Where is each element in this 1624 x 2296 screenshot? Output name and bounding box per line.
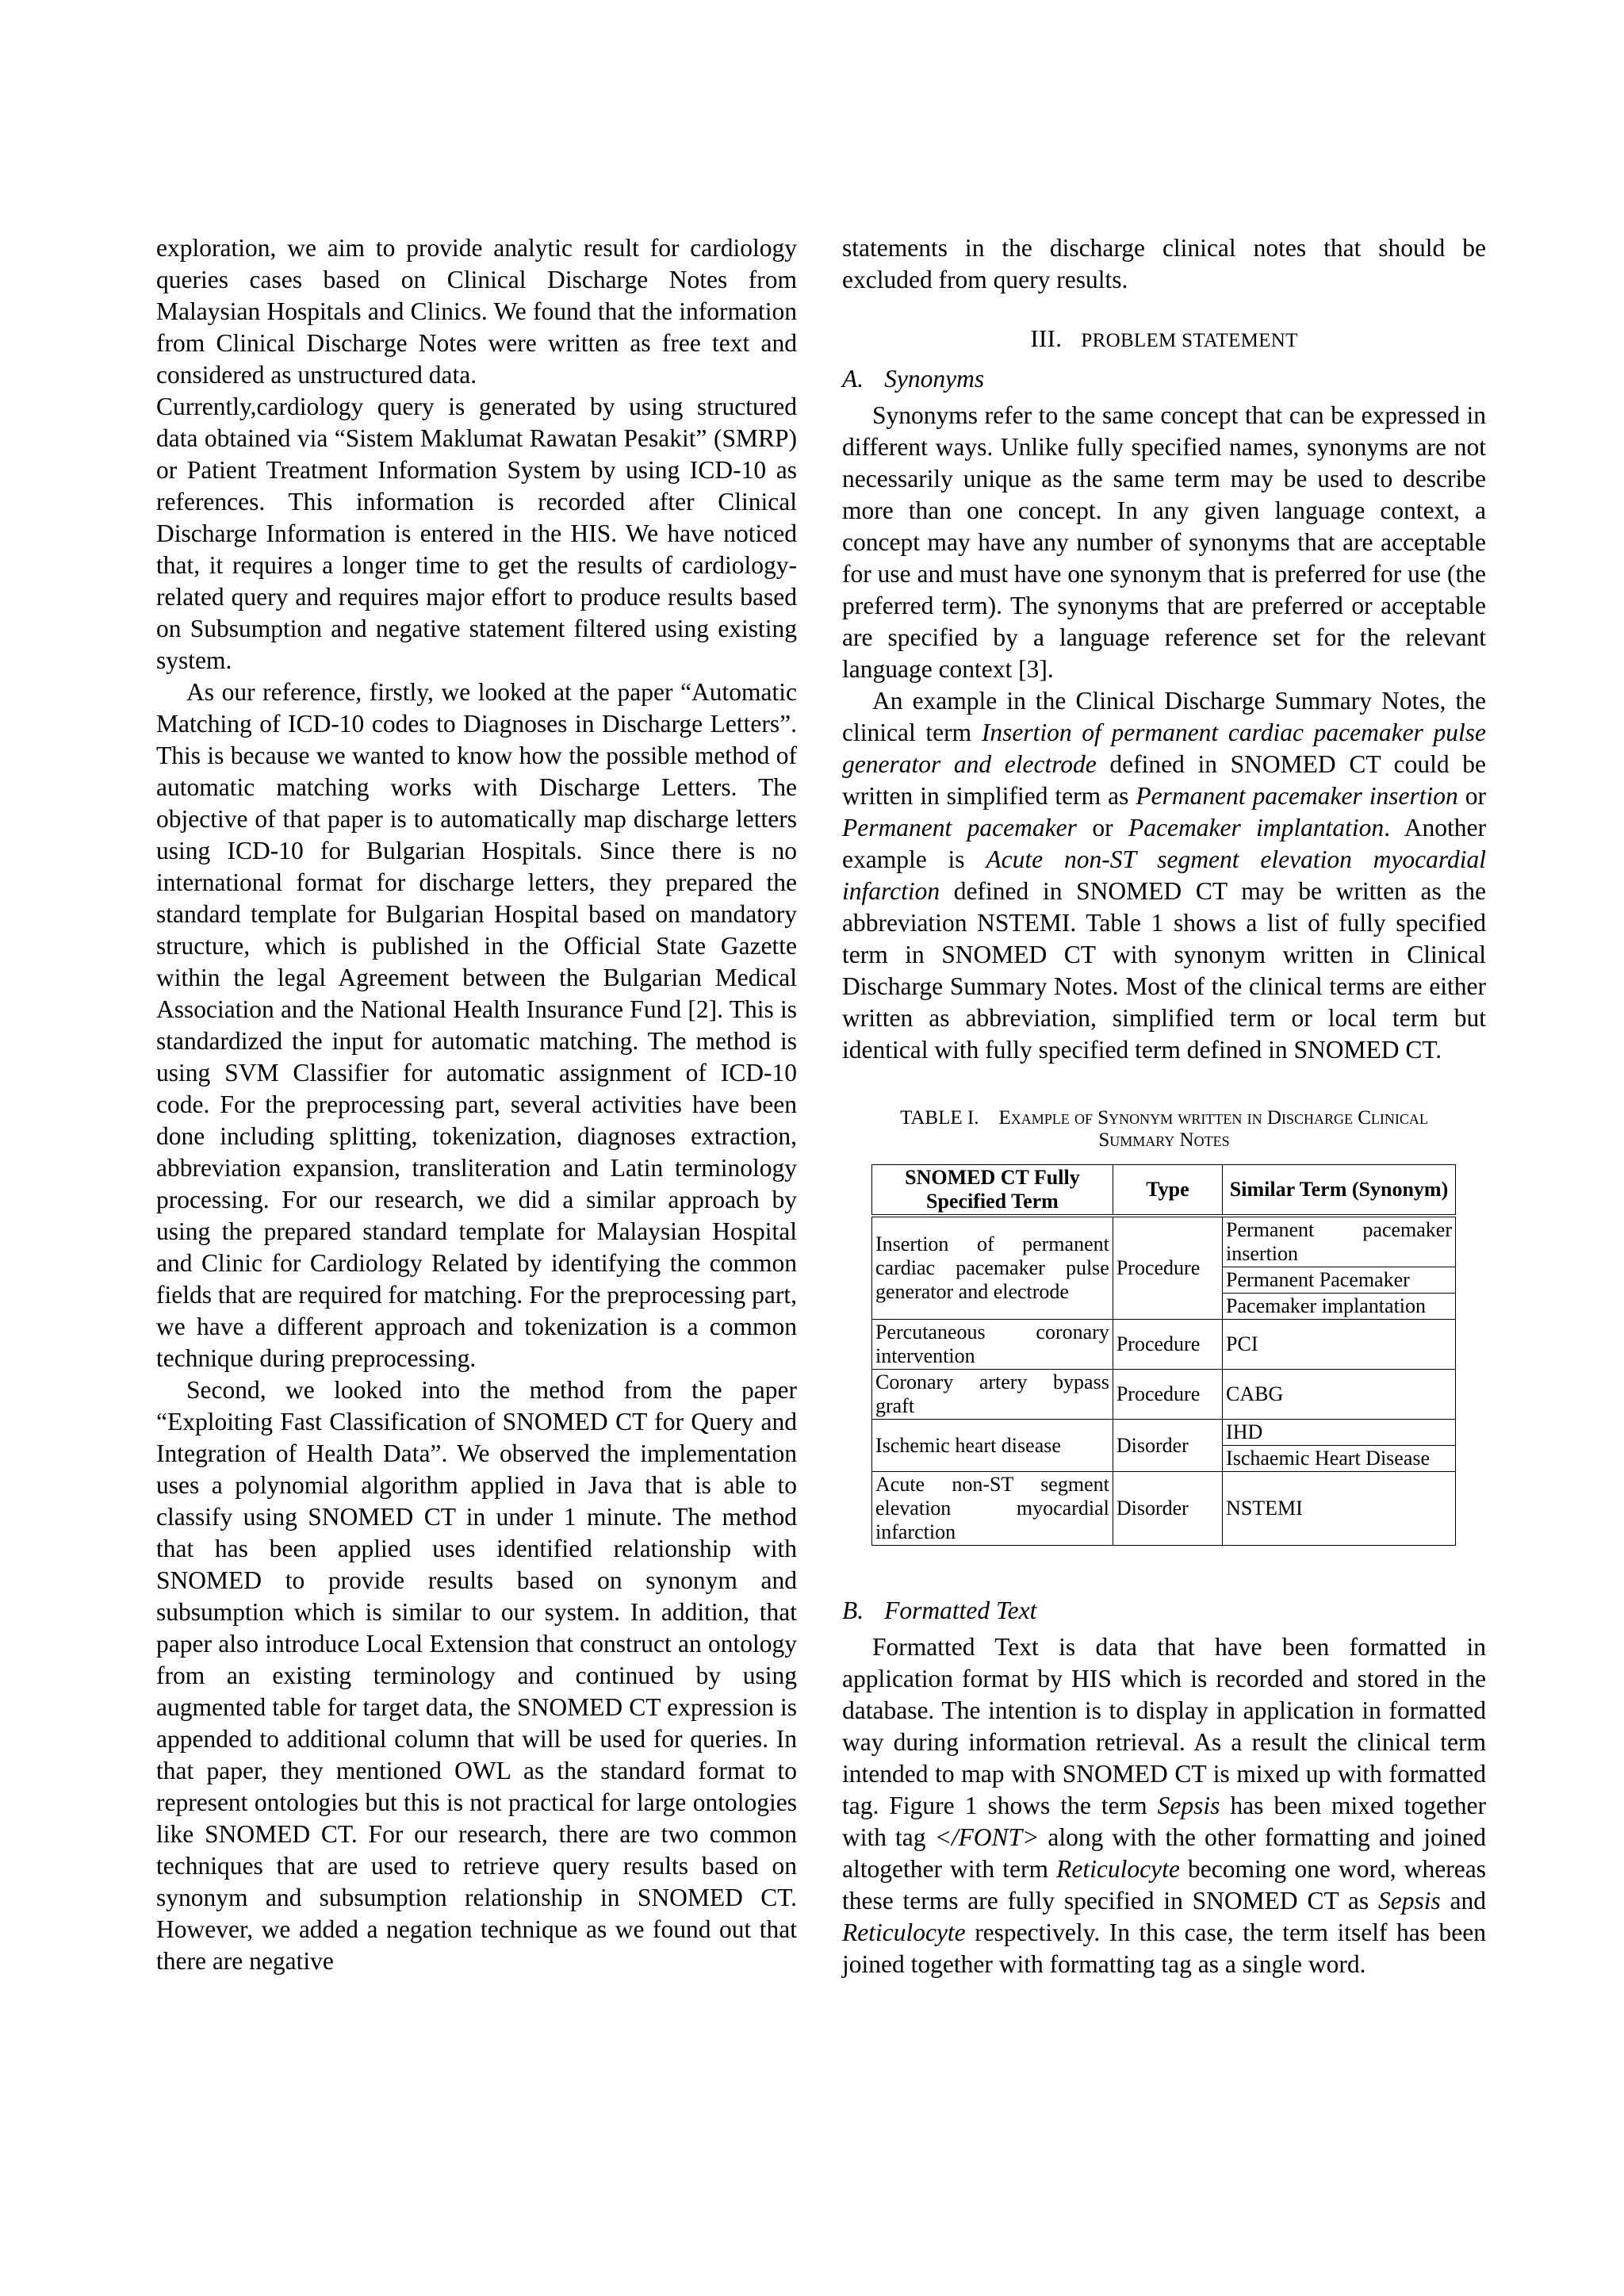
italic-term: Reticulocyte bbox=[1056, 1855, 1180, 1883]
table-cell-synonym: Permanent pacemaker insertion bbox=[1223, 1216, 1456, 1267]
table-row bbox=[872, 1472, 1456, 1546]
paragraph-exploration: exploration, we aim to provide analytic result for cardiology queries cases based on Clinical Discharge Notes from Malaysian Hospitals and Clinics. We found that the information from Clinical Discharge Notes were written as free text and considered as unstructured data. bbox=[156, 234, 797, 389]
table-row bbox=[872, 1370, 1456, 1420]
paragraph-reference-icd10: As our reference, firstly, we looked at the paper “Automatic Matching of ICD-10 codes to Diagnoses in Discharge Letters”. This is because we wanted to know how the possible method of automatic matching works with Discharge Letters. The objective of that paper is to automatically map discharge letters using ICD-10 for Bulgarian Hospitals. Since there is no international format for discharge letters, they prepared the standard template for Bulgarian Hospital based on mandatory structure, which is published in the Official State Gazette within the legal Agreement between the Bulgarian Medical Association and the National Health Insurance Fund [2]. This is standardized the input for automatic matching. The method is using SVM Classifier for automatic assignment of ICD-10 code. For the preprocessing part, several activities have been done including splitting, tokenization, diagnoses extraction, abbreviation expansion, transliteration and Latin terminology processing. For our research, we did a similar approach by using the prepared standard template for Malaysian Hospital and Clinic for Cardiology Related by identifying the common fields that are required for matching. For the preprocessing part, we have a different approach and tokenization is a common technique during preprocessing. bbox=[156, 678, 797, 1372]
text-run: and bbox=[1440, 1887, 1486, 1915]
paragraph-reference-snomed: Second, we looked into the method from the paper “Exploiting Fast Classification of SNOMED CT for Query and Integration of Health Data”. We observed the implementation uses a polynomial algorithm applied in Java that is able to classify using SNOMED CT in under 1 minute. The method that has been applied uses identified relationship with SNOMED to provide results based on synonym and subsumption which is similar to our system. In addition, that paper also introduce Local Extension that construct an ontology from an existing terminology and continued by using augmented table for target data, the SNOMED CT expression is appended to additional column that will be used for queries. In that paper, they mentioned OWL as the standard format to represent ontologies but this is not practical for large ontologies like SNOMED CT. For our research, there are two common techniques that are used to retrieve query results based on synonym and subsumption relationship in SNOMED CT. However, we added a negation technique as we found out that there are negative bbox=[156, 1376, 797, 1975]
synonym-table bbox=[871, 1164, 1456, 1546]
paragraph-synonyms-definition: Synonyms refer to the same concept that can be expressed in different ways. Unlike fully specified names, synonyms are not necessarily unique as the same term may be used to describe more than one concept. In any given language context, a concept may have any number of synonyms that are acceptable for use and must have one synonym that is preferred for use (the preferred term). The synonyms that are preferred or acceptable are specified by a language reference set for the relevant language context [3]. bbox=[842, 401, 1486, 683]
table-cell-synonym: Ischaemic Heart Disease bbox=[1223, 1446, 1456, 1472]
subsection-b-heading bbox=[842, 1595, 1486, 1627]
text-run: defined in SNOMED CT may be written as the abbreviation NSTEMI. Table 1 shows a list of fully specified term in SNOMED CT with synonym written in Clinical Discharge Summary Notes. Most of the clinical terms are either written as abbreviation, simplified term or local term but identical with fully specified term defined in SNOMED CT. bbox=[842, 877, 1486, 1064]
table-caption-number: TABLE I. bbox=[900, 1107, 979, 1129]
table-cell-fsn: Percutaneous coronary intervention bbox=[872, 1320, 1113, 1370]
table-caption-line2: Summary Notes bbox=[1098, 1129, 1230, 1151]
table-row bbox=[872, 1320, 1456, 1370]
table-cell-fsn: Acute non-ST segment elevation myocardial infarction bbox=[872, 1472, 1113, 1546]
italic-term: Permanent pacemaker insertion bbox=[1136, 782, 1458, 810]
text-run: becoming one word, whereas these terms are fully specified in SNOMED CT as bbox=[842, 1855, 1486, 1915]
table-cell-synonym: NSTEMI bbox=[1223, 1472, 1456, 1546]
italic-term: Permanent pacemaker bbox=[842, 814, 1077, 841]
paragraph-synonyms-example bbox=[842, 685, 1486, 1066]
text-run: . Another example is bbox=[842, 814, 1486, 873]
table-cell-fsn: Coronary artery bypass graft bbox=[872, 1370, 1113, 1420]
table-caption bbox=[842, 1107, 1486, 1152]
text-run: or bbox=[1076, 814, 1129, 841]
paragraph-statements: statements in the discharge clinical notes that should be excluded from query results. bbox=[842, 234, 1486, 293]
text-run: or bbox=[1457, 782, 1486, 810]
text-run: defined in SNOMED CT could be written in simplified term as bbox=[842, 750, 1486, 810]
text-run: An example in the Clinical Discharge Summary Notes, the clinical term bbox=[842, 687, 1486, 746]
text-run: along with the other formatting and joined altogether with term bbox=[842, 1823, 1486, 1883]
subsection-b-title: Formatted Text bbox=[884, 1596, 1037, 1624]
table-cell-type: Procedure bbox=[1113, 1216, 1222, 1320]
table-header-fsn: SNOMED CT Fully Specified Term bbox=[872, 1165, 1113, 1217]
text-run: Formatted Text is data that have been formatted in application format by HIS which is recorded and stored in the database. The intention is to display in application in formatted way during information retrieval. As a result the clinical term intended to map with SNOMED CT is mixed up with formatted tag. Figure 1 shows the term bbox=[842, 1633, 1486, 1819]
table-header-synonym: Similar Term (Synonym) bbox=[1223, 1165, 1456, 1217]
paragraph-current-query: Currently,cardiology query is generated by using structured data obtained via “Sistem Maklumat Rawatan Pesakit” (SMRP) or Patient Treatment Information System by using ICD-10 as references. This information is recorded after Clinical Discharge Information is entered in the HIS. We have noticed that, it requires a longer time to get the results of cardiology-related query and requires major effort to produce results based on Subsumption and negative statement filtered using existing system. bbox=[156, 393, 797, 674]
table-header-row bbox=[872, 1165, 1456, 1217]
table-cell-type: Procedure bbox=[1113, 1320, 1222, 1370]
italic-term: Sepsis bbox=[1377, 1887, 1441, 1915]
table-row bbox=[872, 1420, 1456, 1446]
paragraph-formatted-text bbox=[842, 1631, 1486, 1980]
table-caption-line1: Example of Synonym written in Discharge Clinical bbox=[998, 1107, 1428, 1129]
table-cell-fsn: Ischemic heart disease bbox=[872, 1420, 1113, 1472]
section-heading bbox=[842, 323, 1486, 357]
left-column bbox=[156, 232, 797, 1977]
italic-term: Reticulocyte bbox=[842, 1918, 966, 1946]
subsection-a-heading bbox=[842, 363, 1486, 395]
section-title: PROBLEM STATEMENT bbox=[1081, 330, 1298, 351]
section-number: III. bbox=[1030, 324, 1063, 352]
italic-term: </FONT> bbox=[934, 1823, 1040, 1851]
subsection-a-label: A. bbox=[842, 365, 864, 393]
table-cell-synonym: CABG bbox=[1223, 1370, 1456, 1420]
text-run: respectively. In this case, the term itself has been joined together with formatting tag as a single word. bbox=[842, 1918, 1486, 1978]
table-cell-synonym: Permanent Pacemaker bbox=[1223, 1267, 1456, 1294]
table-cell-synonym: PCI bbox=[1223, 1320, 1456, 1370]
subsection-a-title: Synonyms bbox=[884, 365, 985, 393]
table-header-type: Type bbox=[1113, 1165, 1222, 1217]
italic-term: Pacemaker implantation bbox=[1128, 814, 1385, 841]
table-cell-type: Disorder bbox=[1113, 1420, 1222, 1472]
table-cell-fsn: Insertion of permanent cardiac pacemaker pulse generator and electrode bbox=[872, 1216, 1113, 1320]
italic-term: Sepsis bbox=[1157, 1792, 1220, 1819]
italic-term: Insertion of permanent cardiac pacemaker pulse generator and electrode bbox=[842, 719, 1486, 778]
table-cell-synonym: Pacemaker implantation bbox=[1223, 1294, 1456, 1320]
italic-term: Acute non-ST segment elevation myocardial infarction bbox=[842, 845, 1486, 905]
subsection-b-label: B. bbox=[842, 1596, 864, 1624]
table-cell-type: Procedure bbox=[1113, 1370, 1222, 1420]
right-column bbox=[842, 232, 1486, 1980]
table-cell-type: Disorder bbox=[1113, 1472, 1222, 1546]
table-cell-synonym: IHD bbox=[1223, 1420, 1456, 1446]
table-row bbox=[872, 1216, 1456, 1267]
text-run: has been mixed together with tag bbox=[842, 1792, 1486, 1851]
